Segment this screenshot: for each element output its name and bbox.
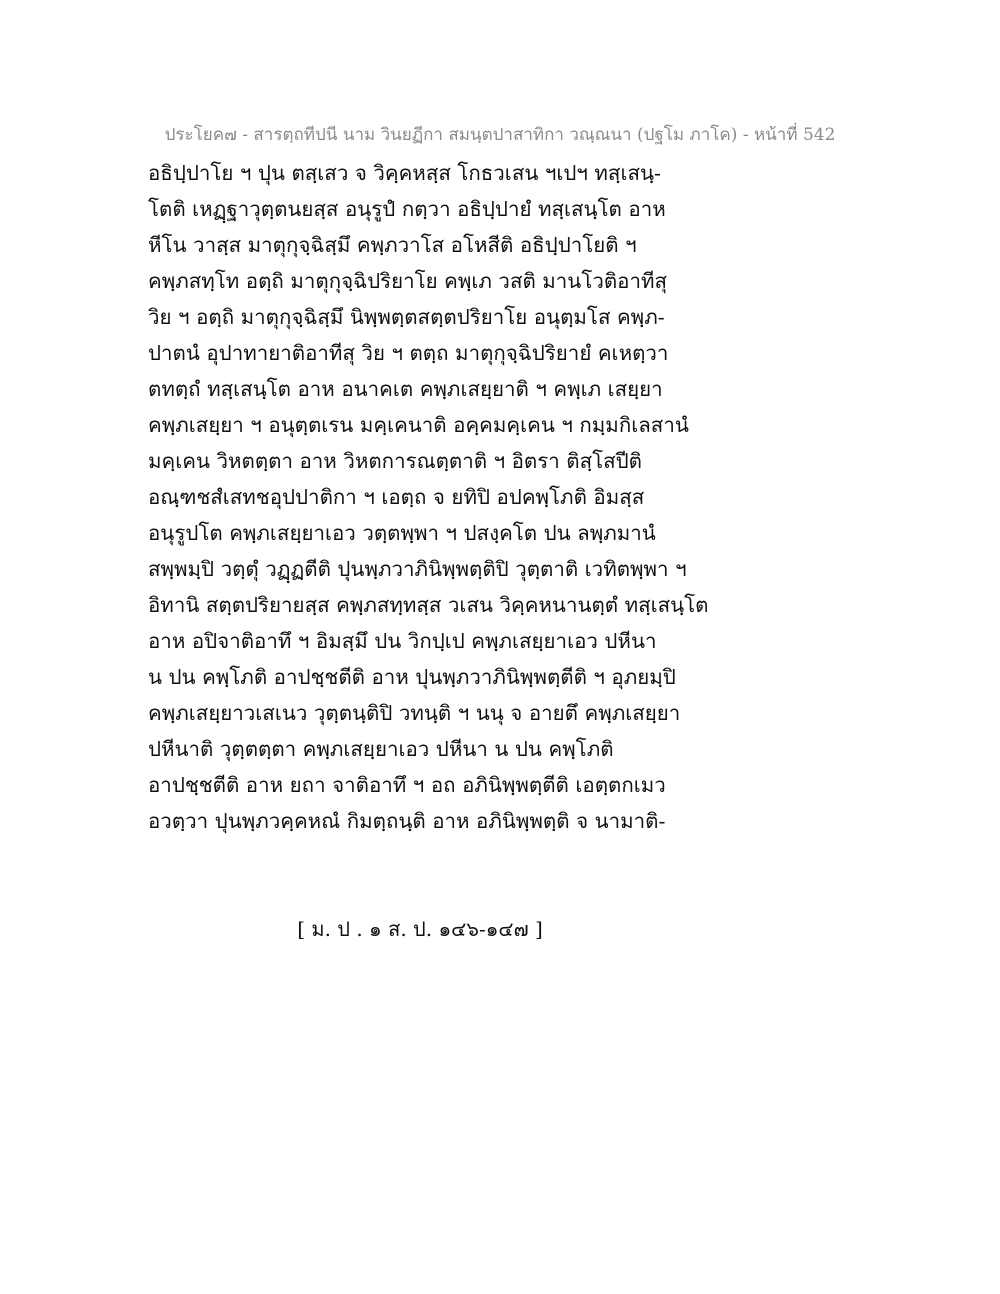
text-line: วิย ฯ อตฺถิ มาตุกุจฺฉิสฺมึ นิพฺพตฺตสตฺตปริยาโย อนุตฺมโส คพฺภ- (148, 305, 665, 329)
body-text (148, 155, 868, 839)
reference-citation: [ ม. ป . ๑ ส. ป. ๑๔๖-๑๔๗ ] (297, 917, 543, 941)
text-line: ตทตฺถํ ทสฺเสนฺโต อาห อนาคเต คพฺภเสยฺยาติ ฯ คพฺเภ เสยฺยา (148, 377, 663, 401)
text-line: อาห อปิจาติอาทึ ฯ อิมสฺมึ ปน วิกปฺเป คพฺภเสยฺยาเอว ปหีนา (148, 629, 657, 653)
text-line: อาปชฺชตีติ อาห ยถา จาติอาทึ ฯ อถ อภินิพฺพตฺตีติ เอตฺตกเมว (148, 773, 666, 797)
text-line: ปาตนํ อุปาทายาติอาทีสุ วิย ฯ ตตฺถ มาตุกุจฺฉิปริยายํ คเหตฺวา (148, 341, 669, 365)
text-line: หีโน วาสฺส มาตุกุจฺฉิสฺมึ คพฺภวาโส อโหสีติ อธิปฺปาโยติ ฯ (148, 233, 637, 257)
text-line: อนุรูปโต คพฺภเสยฺยาเอว วตฺตพฺพา ฯ ปสงฺคโต ปน ลพฺภมานํ (148, 521, 656, 545)
page-header: ประโยค๗ - สารตฺถทีปนี นาม วินยฏีกา สมนฺตปาสาทิกา วณฺณนา (ปฐโม ภาโค) - หน้าที่ 542 (164, 125, 836, 145)
text-line: สพฺพมฺปิ วตฺตุํ วฏฺฏตีติ ปุนพฺภวาภินิพฺพตฺติปิ วุตฺตาติ เวทิตพฺพา ฯ (148, 557, 687, 581)
text-line: อวตฺวา ปุนพฺภวคฺคหณํ กิมตฺถนฺติ อาห อภินิพฺพตฺติ จ นามาติ- (148, 809, 666, 833)
text-line: น ปน คพฺโภติ อาปชฺชตีติ อาห ปุนพฺภวาภินิพฺพตฺตีติ ฯ อุภยมฺปิ (148, 665, 676, 689)
text-line: อิทานิ สตฺตปริยายสฺส คพฺภสทฺทสฺส วเสน วิคฺคหนานตฺตํ ทสฺเสนฺโต (148, 593, 709, 617)
text-line: คพฺภสทฺโท อตฺถิ มาตุกุจฺฉิปริยาโย คพฺเภ วสติ มานโวติอาทีสุ (148, 269, 668, 293)
text-line: โตติ เหฏฺฐาวุตฺตนยสฺส อนุรูปํ กตฺวา อธิปฺปายํ ทสฺเสนฺโต อาห (148, 197, 666, 221)
text-line: อณฺฑชสํเสทชอุปปาติกา ฯ เอตฺถ จ ยทิปิ อปคพฺโภติ อิมสฺส (148, 485, 645, 509)
text-line: ปหีนาติ วุตฺตตฺตา คพฺภเสยฺยาเอว ปหีนา น ปน คพฺโภติ (148, 737, 614, 761)
text-line: คพฺภเสยฺยา ฯ อนุตฺตเรน มคฺเคนาติ อคฺคมคฺเคน ฯ กมฺมกิเลสานํ (148, 413, 689, 437)
text-line: คพฺภเสยฺยาวเสเนว วุตฺตนฺติปิ วทนฺติ ฯ นนุ จ อายตึ คพฺภเสยฺยา (148, 701, 681, 725)
text-line: อธิปฺปาโย ฯ ปุน ตสฺเสว จ วิคฺคหสฺส โกธวเสน ฯเปฯ ทสฺเสนฺ- (148, 161, 661, 185)
text-line: มคฺเคน วิหตตฺตา อาห วิหตการณตฺตาติ ฯ อิตรา ติสฺโสปีติ (148, 449, 642, 473)
